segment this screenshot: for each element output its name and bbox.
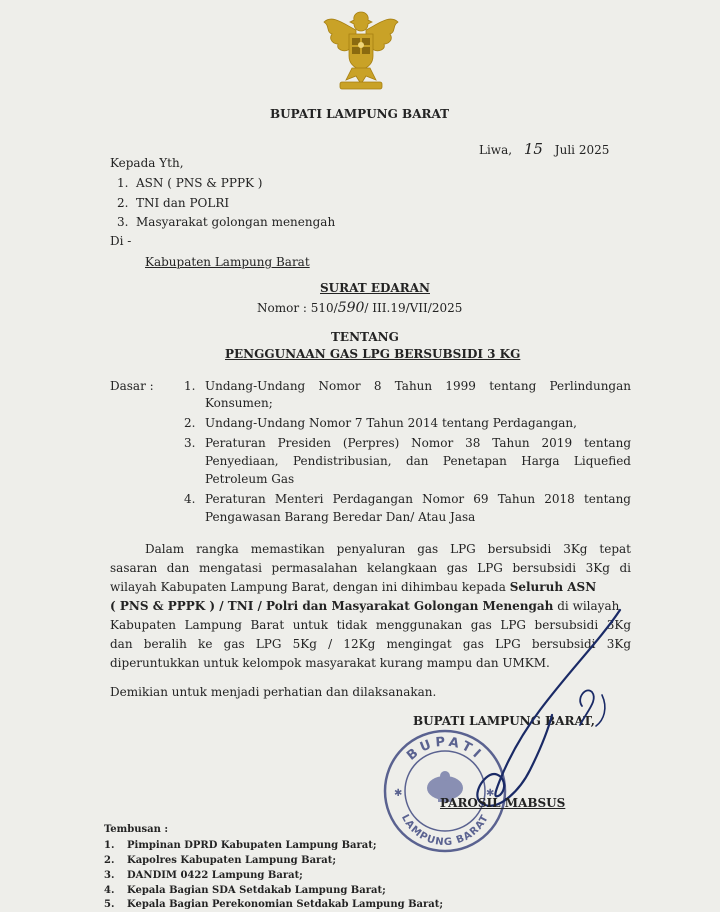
dasar-number: 3. (184, 436, 196, 450)
list-number: 1. (104, 840, 115, 851)
dasar-number: 1. (184, 379, 196, 393)
letter-number (257, 300, 462, 316)
list-number: 3. (117, 215, 129, 229)
date-line (479, 140, 609, 158)
list-number: 1. (117, 176, 129, 190)
list-number: 5. (104, 899, 115, 910)
garuda-emblem-icon (316, 4, 406, 94)
letter-subject: PENGGUNAAN GAS LPG BERSUBSIDI 3 KG (225, 347, 521, 361)
number-label: Nomor : 510/ (257, 301, 338, 315)
list-text: ASN ( PNS & PPPK ) (136, 176, 263, 190)
tembusan-item (104, 870, 303, 881)
number-rest: / III.19/VII/2025 (364, 301, 463, 315)
dasar-number: 4. (184, 492, 196, 506)
body-emphasis: ( PNS & PPPK ) / TNI / Polri dan Masyarakat Golongan Menengah (110, 599, 554, 613)
svg-text:✱: ✱ (394, 788, 403, 799)
tembusan-item (104, 855, 337, 866)
dasar-number: 2. (184, 416, 196, 430)
tembusan-item (104, 885, 386, 896)
tembusan-item (104, 840, 377, 851)
body-line: diperuntukkan untuk kelompok masyarakat kurang mampu dan UMKM. (110, 656, 550, 670)
date-place: Liwa, (479, 143, 513, 157)
list-text: Pimpinan DPRD Kabupaten Lampung Barat; (127, 840, 377, 851)
handwritten-signature-icon (430, 600, 630, 820)
dasar-line: Penyediaan, Pendistribusian, dan Penetapan Harga Liquefied (205, 454, 631, 468)
number-handwritten: 590 (337, 300, 365, 316)
date-month-year: Juli 2025 (554, 143, 610, 157)
recipient-di: Di - (110, 234, 132, 248)
body-line: Kabupaten Lampung Barat untuk tidak menggunakan gas LPG bersubsidi 3Kg (110, 618, 631, 632)
recipient-location: Kabupaten Lampung Barat (145, 255, 310, 269)
tembusan-label: Tembusan : (104, 824, 169, 835)
dasar-label: Dasar : (110, 379, 154, 393)
date-day-handwritten: 15 (523, 140, 543, 158)
svg-text:✱: ✱ (486, 788, 495, 799)
dasar-line: Undang-Undang Nomor 8 Tahun 1999 tentang Perlindungan (205, 379, 631, 393)
list-text: Masyarakat golongan menengah (136, 215, 336, 229)
body-text: wilayah Kabupaten Lampung Barat, dengan ini dihimbau kepada (110, 580, 510, 594)
list-text: Kepala Bagian Perekonomian Setdakab Lampung Barat; (127, 899, 444, 910)
signature-title: BUPATI LAMPUNG BARAT, (413, 714, 595, 728)
dasar-line: Peraturan Menteri Perdagangan Nomor 69 Tahun 2018 tentang (205, 492, 631, 506)
recipient-item (117, 176, 263, 190)
stamp-top-text: BUPATI (404, 734, 487, 764)
signatory-name: PAROSIL MABSUS (440, 796, 566, 810)
body-line: dan beralih ke gas LPG 5Kg / 12Kg mengingat gas LPG bersubsidi 3Kg (110, 637, 631, 651)
list-number: 3. (104, 870, 115, 881)
recipient-intro: Kepada Yth, (110, 156, 184, 170)
recipient-item (117, 215, 336, 229)
dasar-line: Petroleum Gas (205, 472, 295, 486)
stamp-bottom-text: LAMPUNG BARAT (398, 812, 492, 849)
list-number: 2. (117, 196, 129, 210)
body-line (110, 580, 596, 594)
body-line: sasaran dan mengatasi permasalahan kelangkaan gas LPG bersubsidi 3Kg di (110, 561, 631, 575)
dasar-line: Peraturan Presiden (Perpres) Nomor 38 Tahun 2019 tentang (205, 436, 631, 450)
dasar-line: Pengawasan Barang Beredar Dan/ Atau Jasa (205, 510, 476, 524)
dasar-line: Undang-Undang Nomor 7 Tahun 2014 tentang Perdagangan, (205, 416, 577, 430)
body-line: Dalam rangka memastikan penyaluran gas LPG bersubsidi 3Kg tepat (145, 542, 631, 556)
list-text: DANDIM 0422 Lampung Barat; (127, 870, 303, 881)
body-text: di wilayah (553, 599, 620, 613)
closing-line: Demikian untuk menjadi perhatian dan dilaksanakan. (110, 685, 437, 699)
tentang-heading: TENTANG (331, 330, 399, 344)
list-text: TNI dan POLRI (136, 196, 230, 210)
list-text: Kepala Bagian SDA Setdakab Lampung Barat; (127, 885, 386, 896)
body-emphasis: Seluruh ASN (509, 580, 597, 594)
tembusan-item (104, 899, 444, 910)
dasar-line: Konsumen; (205, 396, 273, 410)
list-number: 2. (104, 855, 115, 866)
issuer-title: BUPATI LAMPUNG BARAT (270, 107, 450, 121)
letter-type: SURAT EDARAN (320, 281, 430, 295)
list-text: Kapolres Kabupaten Lampung Barat; (127, 855, 337, 866)
recipient-item (117, 196, 230, 210)
list-number: 4. (104, 885, 115, 896)
